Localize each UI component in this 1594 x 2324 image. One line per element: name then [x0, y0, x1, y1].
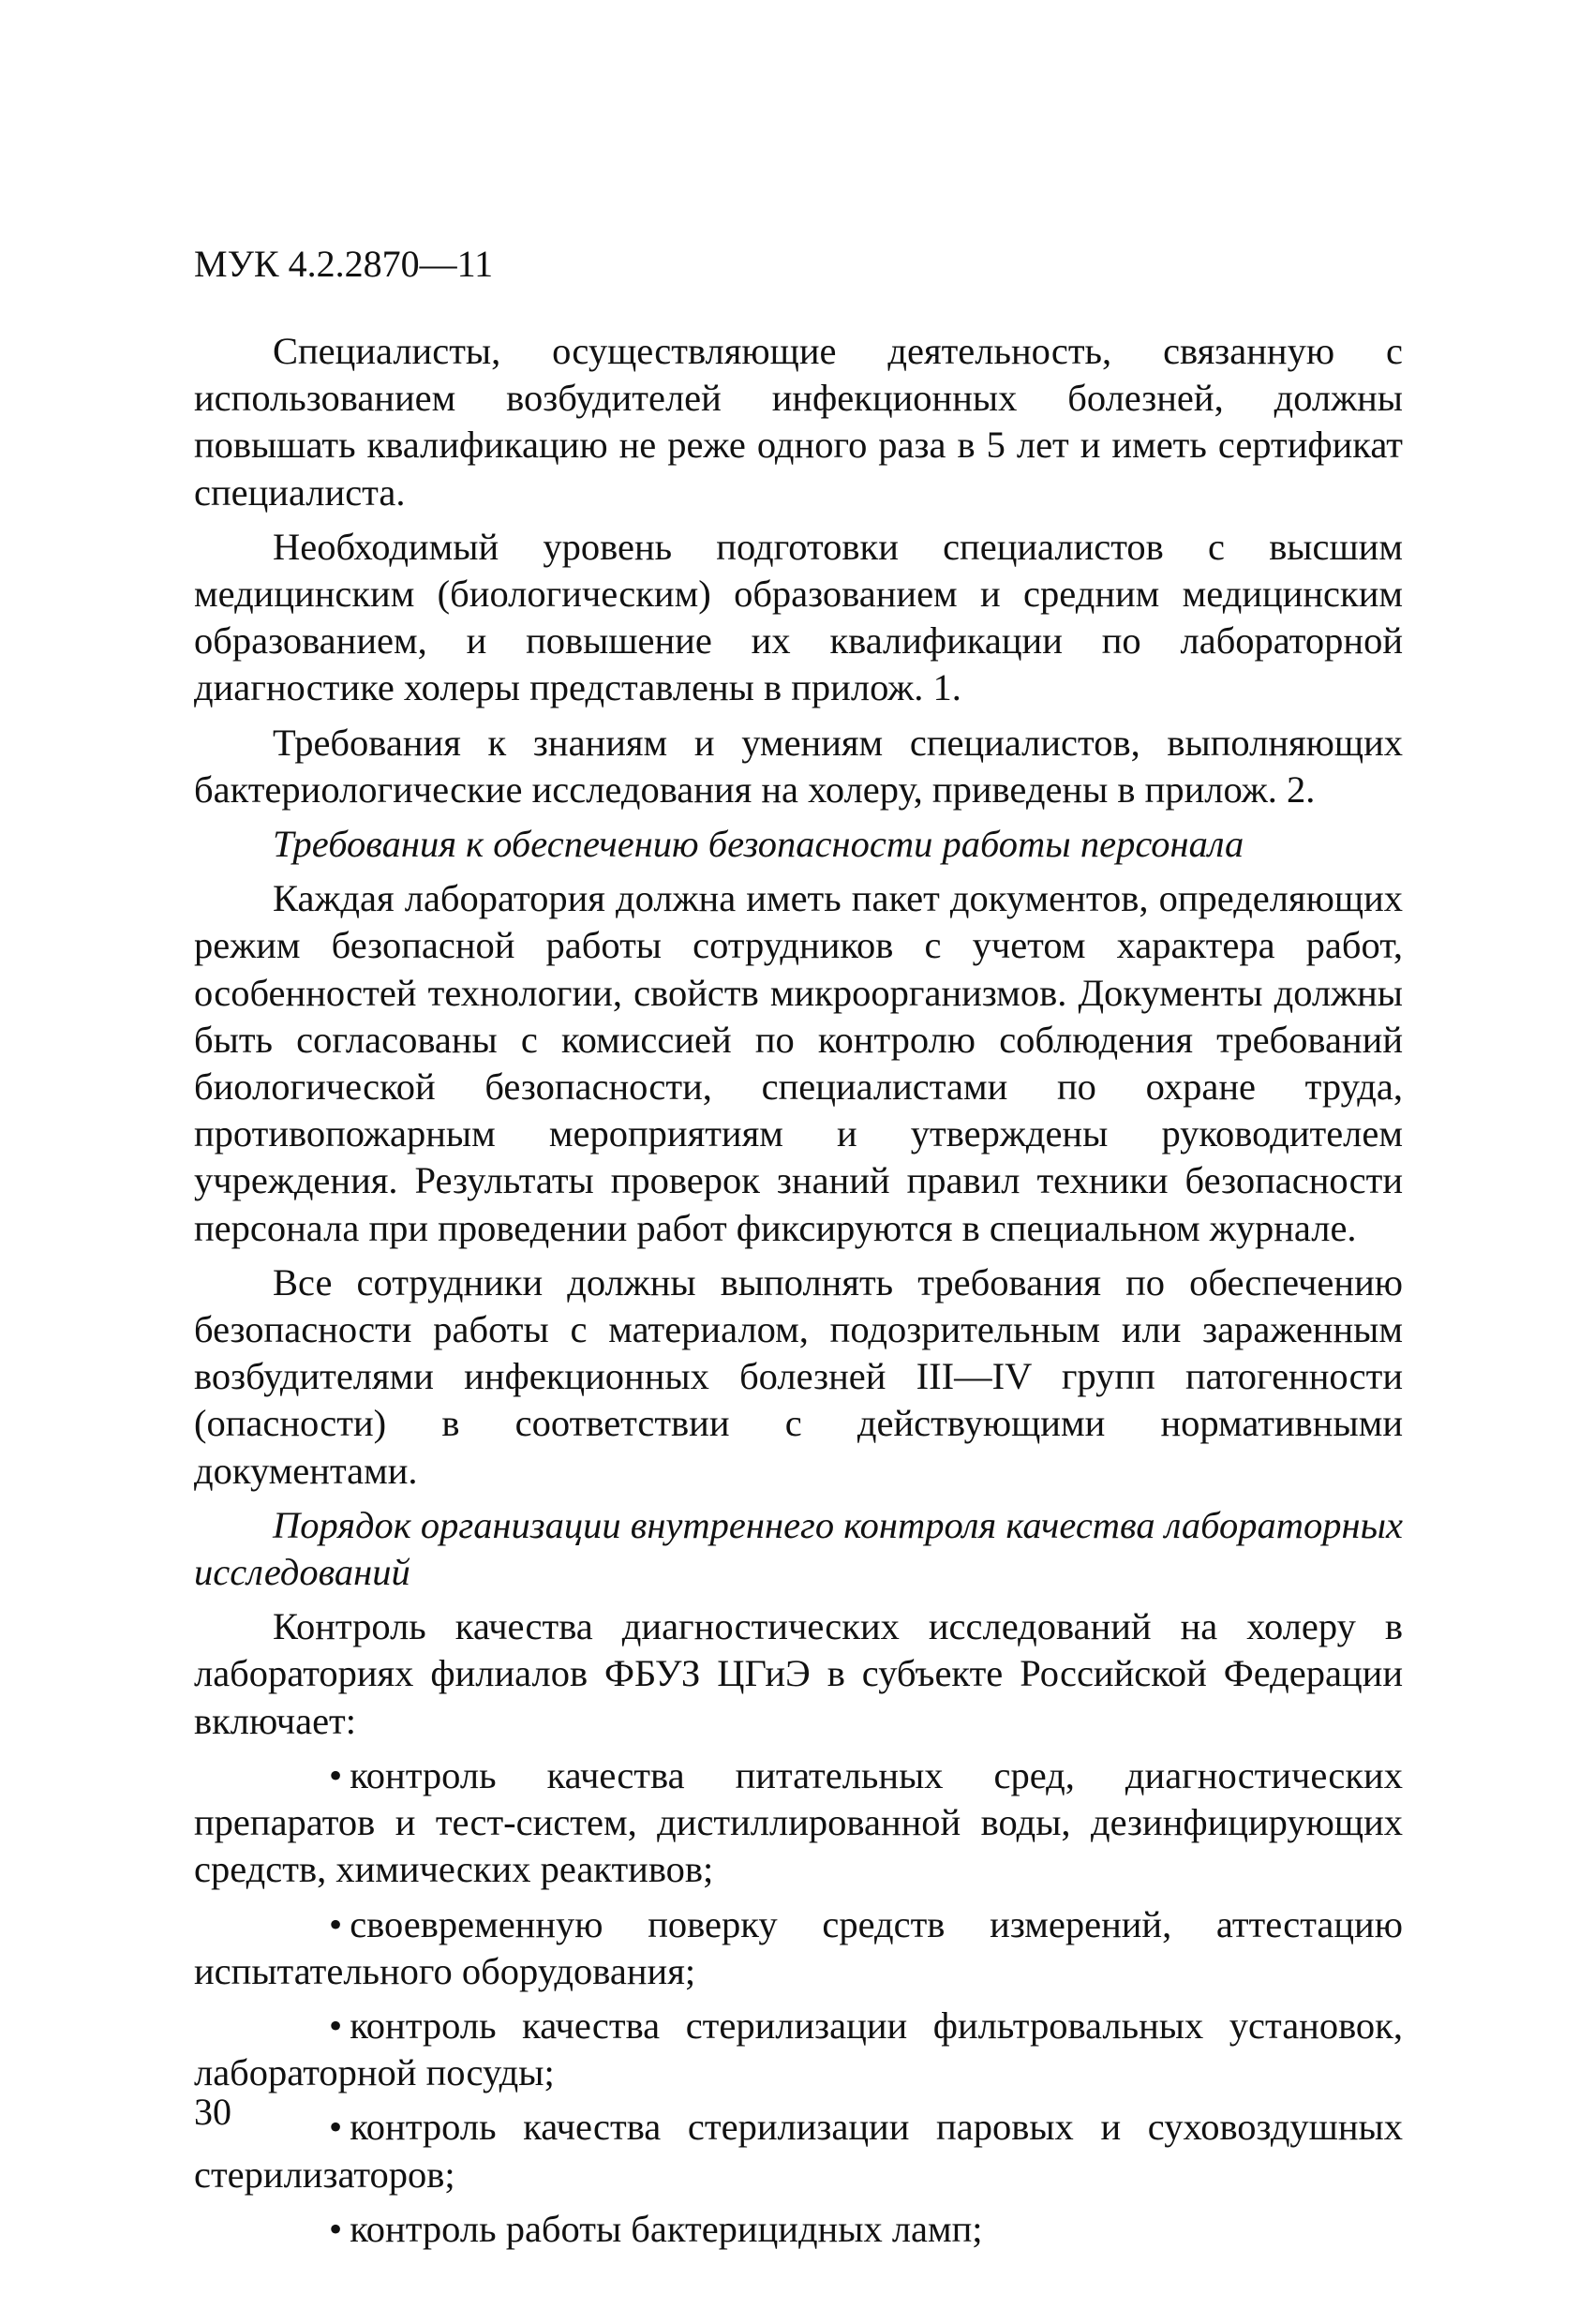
- bullet-text: своевременную поверку средств измерений, аттестацию испытательного оборудования;: [194, 1902, 1403, 1992]
- bullet-item: [194, 2104, 1403, 2197]
- paragraph-safety-documents: Каждая лаборатория должна иметь пакет документов, определяющих режим безопасной работы сотрудников с учетом характера работ, особенностей технологии, свойств микроорганизмов. Документы должны быть согласованы с комиссией по контролю соблюдения требований биологической безопасности, специалистами по охране труда, противопожарным мероприятиям и утверждены руководителем учреждения. Результаты проверок знаний правил техники безопасности персонала при проведении работ фиксируются в специальном журнале.: [194, 877, 1403, 1249]
- section-heading-quality: Порядок организации внутреннего контроля качества лабораторных исследований: [194, 1503, 1403, 1594]
- bullet-icon: •: [329, 2207, 343, 2250]
- bullet-text: контроль работы бактерицидных ламп;: [350, 2207, 983, 2250]
- bullet-text: контроль качества стерилизации паровых и суховоздушных стерилизаторов;: [194, 2106, 1403, 2196]
- bullet-icon: •: [329, 2106, 343, 2149]
- paragraph-training-level: Необходимый уровень подготовки специалистов с высшим медицинским (биологическим) образованием и средним медицинским образованием, и повышение их квалификации по лабораторной диагностике холеры представлены в прилож. 1.: [194, 525, 1403, 709]
- bullet-item: [194, 1901, 1403, 1995]
- document-body: [194, 328, 1403, 2260]
- bullet-text: контроль качества питательных сред, диагностических препаратов и тест-систем, дистиллированной воды, дезинфицирующих средств, химических реактивов;: [194, 1753, 1403, 1891]
- bullet-item: [194, 1752, 1403, 1894]
- bullet-icon: •: [329, 1902, 343, 1945]
- page-number: 30: [194, 2091, 231, 2133]
- bullet-item: [194, 2206, 1403, 2253]
- paragraph-requirements: Требования к знаниям и умениям специалистов, выполняющих бактериологические исследования на холеру, приведены в прилож. 2.: [194, 721, 1403, 811]
- paragraph-safety-staff: Все сотрудники должны выполнять требования по обеспечению безопасности работы с материалом, подозрительным или зараженным возбудителями инфекционных болезней III—IV групп патогенности (опасности) в соответствии с действующими нормативными документами.: [194, 1260, 1403, 1492]
- section-heading-safety: Требования к обеспечению безопасности работы персонала: [273, 823, 1244, 866]
- paragraph-qualification: Специалисты, осуществляющие деятельность, связанную с использованием возбудителей инфекционных болезней, должны повышать квалификацию не реже одного раза в 5 лет и иметь сертификат специалиста.: [194, 330, 1403, 514]
- bullet-text: контроль качества стерилизации фильтровальных установок, лабораторной посуды;: [194, 2004, 1403, 2094]
- bullet-icon: •: [329, 1753, 343, 1796]
- bullet-icon: •: [329, 2004, 343, 2047]
- document-code: МУК 4.2.2870—11: [194, 243, 494, 285]
- bullet-item: [194, 2003, 1403, 2096]
- paragraph-quality-intro: Контроль качества диагностических исследований на холеру в лабораториях филиалов ФБУЗ ЦГиЭ в субъекте Российской Федерации включает:: [194, 1605, 1403, 1742]
